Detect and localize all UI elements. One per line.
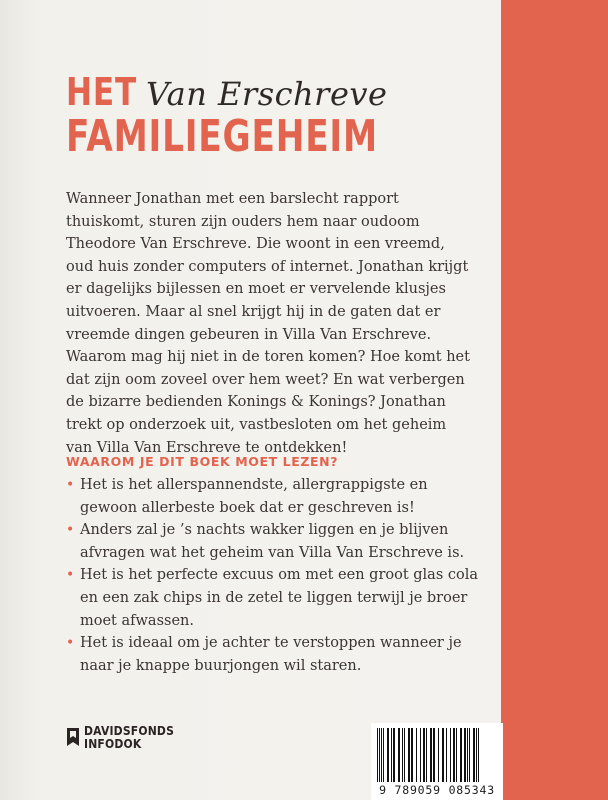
barcode-bar bbox=[456, 728, 457, 782]
barcode-bar bbox=[426, 728, 427, 782]
publisher-imprint: INFODOK bbox=[84, 737, 142, 751]
barcode-bar bbox=[404, 728, 405, 782]
barcode-bar bbox=[442, 728, 444, 782]
reason-line: Anders zal je ’s nachts wakker liggen en je blijven bbox=[80, 522, 449, 539]
blurb-line: Waarom mag hij niet in de toren komen? Hoe komt het bbox=[66, 349, 470, 366]
barcode-bar bbox=[387, 728, 389, 782]
barcode-bars bbox=[375, 728, 499, 782]
title-main-word: FAMILIEGEHEIM bbox=[66, 111, 378, 162]
barcode-bar bbox=[420, 728, 421, 782]
reason-item bbox=[66, 564, 496, 632]
barcode-bar bbox=[478, 728, 479, 782]
bullet-icon: • bbox=[66, 522, 75, 539]
title-het: HET bbox=[66, 70, 138, 114]
barcode-bar bbox=[383, 728, 384, 782]
blurb-line: oud huis zonder computers of internet. Jonathan krijgt bbox=[66, 258, 469, 275]
bullet-icon: • bbox=[66, 477, 75, 493]
barcode-bar bbox=[473, 728, 475, 782]
barcode-bar bbox=[377, 728, 378, 782]
blurb-line: vreemde dingen gebeuren in Villa Van Erschreve. bbox=[66, 326, 432, 343]
blurb-line: uitvoeren. Maar al snel krijgt hij in de gaten dat er bbox=[66, 303, 441, 320]
isbn-barcode bbox=[371, 723, 503, 800]
reason-line: afvragen wat het geheim van Villa Van Erschreve is. bbox=[80, 544, 465, 561]
blurb-line: de bizarre bedienden Konings & Konings? Jonathan bbox=[66, 394, 446, 411]
barcode-bar bbox=[402, 728, 403, 782]
blurb-line: er dagelijks bijlessen en moet er vervelende klusjes bbox=[66, 281, 446, 298]
reasons-heading: WAAROM JE DIT BOEK MOET LEZEN? bbox=[66, 454, 339, 469]
barcode-bar bbox=[460, 728, 462, 782]
barcode-bar bbox=[469, 728, 470, 782]
barcode-bar bbox=[416, 728, 417, 782]
blurb-line: Theodore Van Erschreve. Die woont in een vreemd, bbox=[66, 236, 445, 253]
barcode-bar bbox=[398, 728, 400, 782]
isbn-number: 9 789059 085343 bbox=[379, 783, 495, 797]
reason-line: gewoon allerbeste boek dat er geschreven is! bbox=[80, 499, 415, 516]
blurb-line: thuiskomt, sturen zijn ouders hem naar oudoom bbox=[66, 213, 420, 230]
reason-line: Het is ideaal om je achter te verstoppen wanneer je bbox=[80, 635, 462, 652]
reason-line: Het is het perfecte excuus om met een groot glas cola bbox=[80, 567, 479, 584]
barcode-bar bbox=[467, 728, 468, 782]
blurb-line: trekt op onderzoek uit, vastbesloten om het geheim bbox=[66, 416, 447, 433]
barcode-bar bbox=[381, 728, 382, 782]
barcode-bar bbox=[430, 728, 432, 782]
reason-line: en een zak chips in de zetel te liggen terwijl je broer bbox=[80, 589, 468, 606]
reason-line: naar je knappe buurjongen wil staren. bbox=[80, 657, 362, 674]
book-flag-icon bbox=[66, 726, 80, 748]
barcode-bar bbox=[393, 728, 395, 782]
barcode-bar bbox=[391, 728, 392, 782]
publisher-name: DAVIDSFONDS bbox=[84, 724, 175, 738]
reason-item bbox=[66, 474, 496, 519]
bullet-icon: • bbox=[66, 567, 75, 584]
barcode-bar bbox=[446, 728, 447, 782]
reason-item bbox=[66, 519, 496, 564]
blurb-text bbox=[66, 188, 496, 459]
title-family-name: Van Erschreve bbox=[146, 75, 388, 113]
reason-line: moet afwassen. bbox=[80, 612, 194, 629]
barcode-bar bbox=[379, 728, 380, 782]
publisher-logo bbox=[66, 723, 206, 753]
blurb-line: van Villa Van Erschreve te ontdekken! bbox=[66, 439, 348, 456]
barcode-bar bbox=[411, 728, 413, 782]
barcode-bar bbox=[476, 728, 477, 782]
reasons-list bbox=[66, 474, 496, 677]
barcode-bar bbox=[438, 728, 439, 782]
reason-line: Het is het allerspannendste, allergrappigste en bbox=[80, 477, 428, 493]
barcode-bar bbox=[464, 728, 466, 782]
blurb-line: dat zijn oom zoveel over hem weet? En wat verbergen bbox=[66, 371, 465, 388]
bullet-icon: • bbox=[66, 635, 75, 652]
barcode-bar bbox=[453, 728, 455, 782]
barcode-bar bbox=[408, 728, 410, 782]
blurb-line: Wanneer Jonathan met een barslecht rapport bbox=[66, 191, 399, 207]
reason-item bbox=[66, 632, 496, 677]
barcode-bar bbox=[433, 728, 435, 782]
barcode-bar bbox=[450, 728, 451, 782]
barcode-bar bbox=[423, 728, 425, 782]
accent-color-band bbox=[501, 0, 608, 800]
